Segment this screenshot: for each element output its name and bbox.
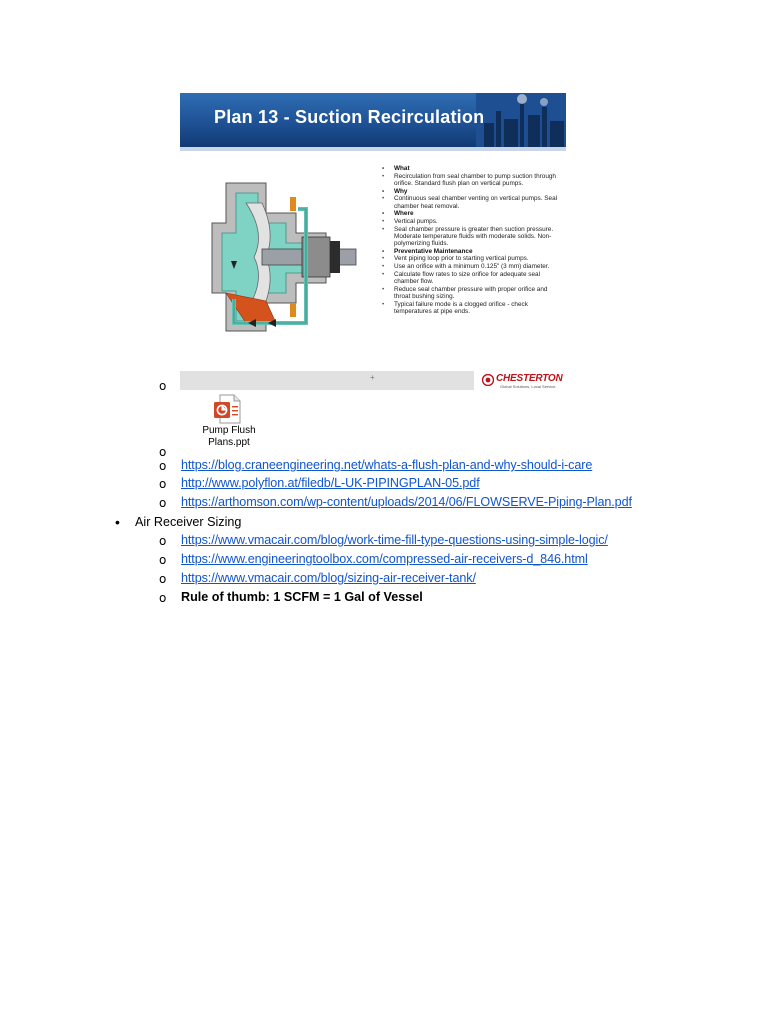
- bullet-item: • Use an orifice with a minimum 0.125" (3 mm) diameter.: [380, 263, 560, 270]
- plan13-slide-image: [180, 93, 566, 390]
- list-marker-circle: o: [159, 591, 167, 605]
- link-vmacair-fill-time[interactable]: https://www.vmacair.com/blog/work-time-fill-type-questions-using-simple-logic/: [181, 533, 608, 547]
- bullet-item: • Typical failure mode is a clogged orifice - check temperatures at pipe ends.: [380, 301, 560, 315]
- slide-bullet-list: [380, 165, 560, 316]
- bullet-item: • Vertical pumps.: [380, 218, 560, 225]
- industrial-skyline-icon: [476, 93, 566, 147]
- link-polyflon[interactable]: http://www.polyflon.at/filedb/L-UK-PIPINGPLAN-05.pdf: [181, 476, 480, 490]
- bullet-what: • What: [380, 165, 560, 172]
- chesterton-logo-icon: [482, 374, 494, 386]
- link-arthomson[interactable]: https://arthomson.com/wp-content/uploads/2014/06/FLOWSERVE-Piping-Plan.pdf: [181, 495, 632, 509]
- rule-of-thumb-text: Rule of thumb: 1 SCFM = 1 Gal of Vessel: [181, 590, 423, 604]
- bullet-maintenance: • Preventative Maintenance: [380, 248, 560, 255]
- slide-banner-divider: [180, 147, 566, 151]
- powerpoint-file-icon: [212, 393, 244, 425]
- bullet-where: • Where: [380, 210, 560, 217]
- list-marker-circle: o: [159, 477, 167, 491]
- bullet-item: • Calculate flow rates to size orifice for adequate seal chamber flow.: [380, 271, 560, 285]
- list-marker-circle: o: [159, 445, 167, 459]
- list-marker-circle: o: [159, 496, 167, 510]
- logo-tagline: Global Solutions, Local Service.: [500, 384, 557, 389]
- attachment-pump-flush-plans[interactable]: [196, 393, 262, 451]
- bullet-why: • Why: [380, 188, 560, 195]
- bullet-item: • Vent piping loop prior to starting vertical pumps.: [380, 255, 560, 262]
- list-marker-bullet: •: [115, 514, 120, 530]
- slide-title: Plan 13 - Suction Recirculation: [214, 107, 485, 127]
- list-marker-circle: o: [159, 572, 167, 586]
- list-marker-circle: o: [159, 459, 167, 473]
- list-marker-circle: o: [159, 379, 167, 393]
- bullet-item: • Reduce seal chamber pressure with proper orifice and throat bushing sizing.: [380, 286, 560, 300]
- link-vmacair-sizing[interactable]: https://www.vmacair.com/blog/sizing-air-receiver-tank/: [181, 571, 476, 585]
- slide-footer-mark: +: [370, 373, 375, 382]
- bullet-item: • Recirculation from seal chamber to pump suction through orifice. Standard flush plan on vertical pumps.: [380, 173, 560, 187]
- link-engineering-toolbox[interactable]: https://www.engineeringtoolbox.com/compressed-air-receivers-d_846.html: [181, 552, 588, 566]
- link-crane-engineering[interactable]: https://blog.craneengineering.net/whats-a-flush-plan-and-why-should-i-care: [181, 458, 593, 472]
- list-marker-circle: o: [159, 534, 167, 548]
- bullet-item: • Seal chamber pressure is greater then suction pressure. Moderate temperature fluids with moderate solids. Non-polymerizing fluids.: [380, 226, 560, 248]
- pump-seal-diagram: [206, 173, 358, 341]
- attachment-filename: Pump Flush Plans.ppt: [202, 425, 256, 448]
- list-marker-circle: o: [159, 553, 167, 567]
- bullet-item: • Continuous seal chamber venting on vertical pumps. Seal chamber heat removal.: [380, 195, 560, 209]
- logo-wordmark: CHESTERTON: [496, 373, 563, 384]
- slide-footer-bar: [180, 371, 474, 390]
- air-receiver-heading: Air Receiver Sizing: [135, 515, 242, 529]
- chesterton-logo: [480, 371, 566, 390]
